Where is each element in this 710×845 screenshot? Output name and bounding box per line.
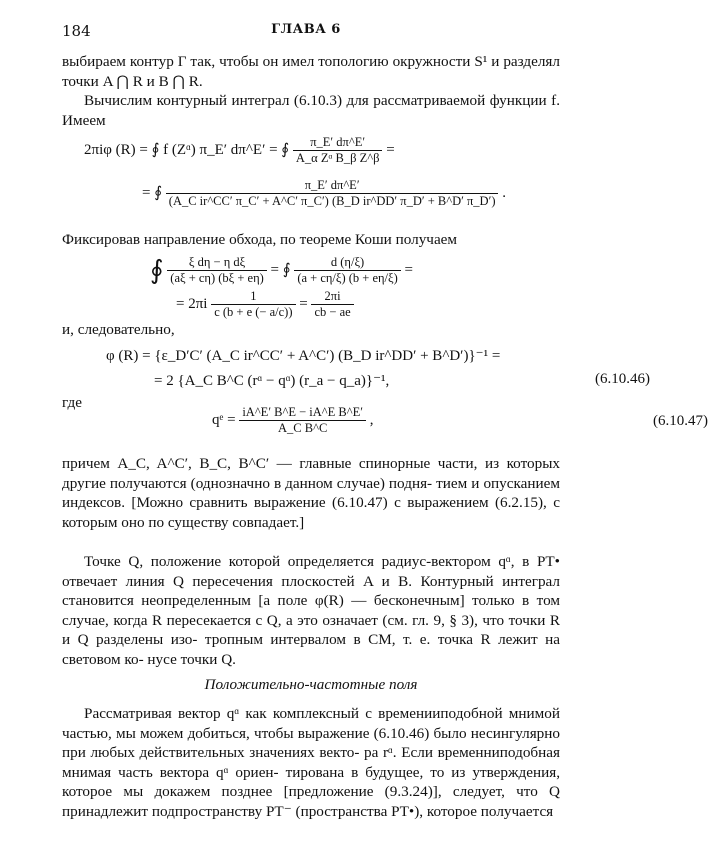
equation-6	[62, 371, 652, 390]
equation-1	[62, 135, 582, 166]
equation-2-numerator: π_E′ dπ^E′	[166, 178, 499, 194]
page-number: 184	[62, 22, 91, 40]
equation-2-tail: .	[502, 184, 506, 201]
equation-3-tail: =	[404, 261, 413, 278]
equation-7-denominator: A_C B^C	[278, 421, 328, 435]
equation-4-numerator-2: 2πi	[311, 289, 353, 305]
paragraph-1: выбираем контур Γ так, чтобы он имел топологию окружности S¹ и разделял точки A ⋂ R и B ⋂ R.	[62, 53, 560, 90]
equation-2-denominator: (A_C ir^CC′ π_C′ + A^C′ π_C′) (B_D ir^DD′ π_D′ + B^D′ π_D′)	[168, 194, 496, 208]
equation-7-number: (6.10.47)	[653, 413, 708, 429]
equation-2	[62, 178, 640, 209]
equation-7-lhs: qᵉ =	[212, 411, 236, 428]
equation-5-text: φ (R) = {ε_D′C′ (A_C ir^CC′ + A^C′) (B_D ir^DD′ + B^D′)}⁻¹ =	[106, 348, 501, 364]
section-title: Положительно-частотные поля	[204, 676, 418, 693]
equation-1-fraction	[293, 135, 383, 166]
equation-4-lhs: = 2πi	[176, 295, 208, 312]
equation-5	[62, 346, 604, 365]
equation-4	[62, 289, 674, 320]
equation-6-text: = 2 {A_C B^C (rᵅ − qᵅ) (r_a − q_a)}⁻¹,	[154, 373, 390, 389]
equation-1-numerator: π_E′ dπ^E′	[293, 135, 383, 151]
equation-3-denominator-1: (aξ + cη) (bξ + eη)	[170, 271, 264, 285]
chapter-title: ГЛАВА 6	[271, 22, 341, 37]
paragraph-1-block	[62, 52, 560, 130]
contour-integral-symbol: ∮	[150, 255, 164, 285]
page-header	[62, 22, 550, 42]
equation-4-mid: =	[299, 295, 308, 312]
equation-4-denominator-1: c (b + e (− a/c))	[214, 305, 293, 319]
equation-3-fraction-1	[167, 255, 267, 286]
paragraph-2: Вычислим контурный интеграл (6.10.3) для рассматриваемой функции f. Имеем	[62, 92, 560, 129]
equation-1-denominator: A_α Zᵅ B_β Z^β	[295, 151, 380, 165]
equation-4-fraction-1	[211, 289, 295, 320]
equation-3-numerator-2: d (η/ξ)	[294, 255, 400, 271]
equation-1-lhs: 2πiφ (R) = ∮ f (Zᵅ) π_E′ dπ^E′ = ∮	[84, 141, 290, 158]
paragraph-5: где	[62, 394, 82, 411]
equation-3	[62, 255, 648, 286]
equation-7-fraction	[239, 405, 366, 436]
paragraph-7-block	[62, 552, 560, 670]
paragraph-8-block	[62, 704, 560, 822]
equation-4-fraction-2	[311, 289, 353, 320]
equation-3-numerator-1: ξ dη − η dξ	[167, 255, 267, 271]
equation-6-number: (6.10.46)	[595, 371, 650, 387]
paragraph-7: Точке Q, положение которой определяется радиус-вектором qᵅ, в PT• отвечает линия Q пересечения плоскостей A и B. Контурный интеграл становится неопределенным [а поле φ(R) — бесконечным] только в том случае, когда R пересекается с Q, а это означает (см. гл. 9, § 3), что точки R и Q разделены изо- тропным интервалом в CM, т. е. точка R лежит на световом ко- нусе точки Q.	[62, 553, 560, 668]
equation-7-numerator: iA^E′ B^E − iA^E B^E′	[239, 405, 366, 421]
equation-3-mid: = ∮	[270, 261, 291, 278]
equation-4-numerator-1: 1	[211, 289, 295, 305]
paragraph-3-block	[62, 230, 560, 250]
equation-2-lhs: = ∮	[142, 184, 163, 201]
paragraph-6: причем A_C, A^C′, B_C, B^C′ — главные спинорные части, из которых другие получаются (однозначно в данном случае) подня- тием и опусканием индексов. [Можно сравнить выражение (6.10.47) с выражением (6.2.15), с которым оно по существу совпадает.]	[62, 455, 560, 531]
equation-2-fraction	[166, 178, 499, 209]
paragraph-4: и, следовательно,	[62, 321, 175, 338]
equation-1-tail: =	[386, 141, 395, 158]
paragraph-6-block	[62, 454, 560, 532]
paragraph-3: Фиксировав направление обхода, по теореме Коши получаем	[62, 231, 458, 248]
equation-7	[62, 405, 710, 436]
equation-4-denominator-2: cb − ae	[314, 305, 351, 319]
paragraph-8: Рассматривая вектор qᵅ как комплексный с временииподобной мнимой частью, мы можем добиться, чтобы выражение (6.10.46) было несингулярно при любых действительных значениях векто- ра rᵅ. Если временниподобная мнимая часть вектора qᵅ ориен- тирована в будущее, то из утверждения, которое мы докажем позднее [предложение (9.3.24)], следует, что Q принадлежит подпространству PT⁻ (пространства PT•), которое получается	[62, 705, 560, 820]
equation-3-fraction-2	[294, 255, 400, 286]
equation-7-tail: ,	[369, 411, 374, 428]
paragraph-4-block	[62, 320, 560, 340]
equation-3-denominator-2: (a + cη/ξ) (b + eη/ξ)	[297, 271, 398, 285]
